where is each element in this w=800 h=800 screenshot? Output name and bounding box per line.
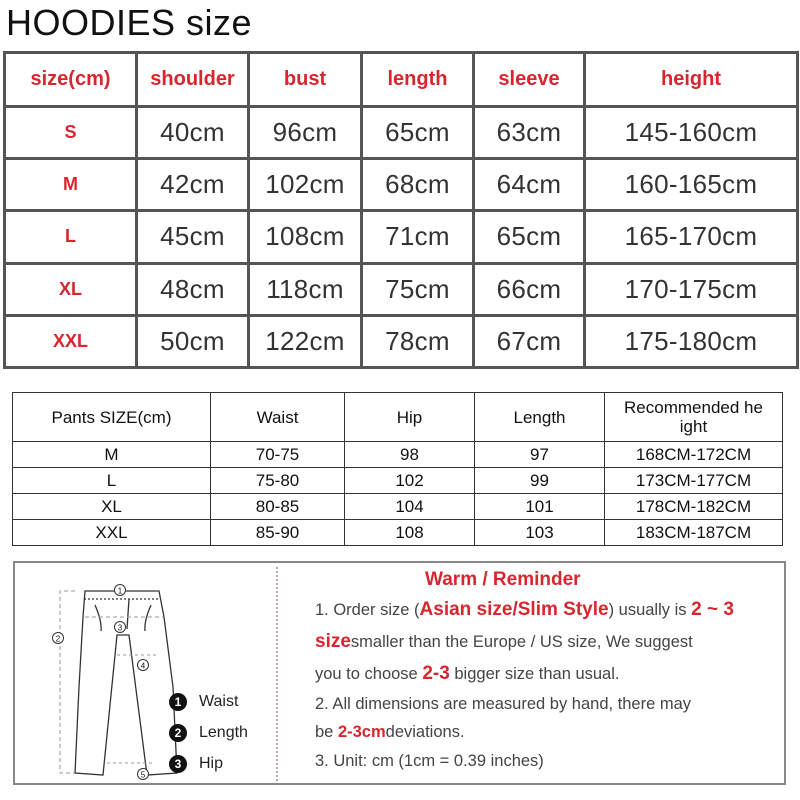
legend-number: 1: [169, 693, 187, 711]
svg-text:3: 3: [117, 623, 123, 633]
height-cell: 160-165cm: [585, 159, 798, 211]
size-cell: XXL: [5, 315, 137, 367]
table-row: [13, 494, 783, 520]
reminder-item-1-line-2: [315, 631, 693, 653]
sleeve-cell: 66cm: [474, 263, 585, 315]
sleeve-cell: 63cm: [474, 107, 585, 159]
marker-1: [115, 585, 126, 596]
legend-label: Hip: [199, 755, 224, 772]
size-cell: M: [13, 442, 211, 468]
hoodie-header-row: [5, 53, 798, 107]
size-cell: S: [5, 107, 137, 159]
svg-text:4: 4: [140, 661, 146, 671]
marker-5: [138, 769, 149, 780]
height-cell: 165-170cm: [585, 211, 798, 263]
length-cell: 78cm: [362, 315, 474, 367]
reminder-title: Warm / Reminder: [425, 569, 581, 590]
waist-cell: 85-90: [211, 520, 345, 546]
reminder-text: ) usually is: [608, 601, 692, 619]
column-header-recommended-height: [605, 393, 783, 442]
height-cell: 145-160cm: [585, 107, 798, 159]
reminder-item-1-line-1: [315, 599, 734, 621]
height-cell: 173CM-177CM: [605, 468, 783, 494]
column-header: Waist: [211, 393, 345, 442]
sleeve-cell: 65cm: [474, 211, 585, 263]
column-header: size(cm): [5, 53, 137, 107]
table-row: [13, 468, 783, 494]
marker-2: [53, 633, 64, 644]
size-cell: M: [5, 159, 137, 211]
bust-cell: 118cm: [249, 263, 362, 315]
legend-number: 3: [169, 755, 187, 773]
column-header: bust: [249, 53, 362, 107]
reminder-highlight: 2-3: [422, 663, 450, 684]
waist-cell: 80-85: [211, 494, 345, 520]
table-row: [5, 263, 798, 315]
legend-hip: [169, 755, 223, 773]
length-cell: 68cm: [362, 159, 474, 211]
column-header: Hip: [345, 393, 475, 442]
size-cell: XXL: [13, 520, 211, 546]
hoodie-size-table: [3, 51, 799, 369]
height-cell: 183CM-187CM: [605, 520, 783, 546]
reminder-item-2-line-2: [315, 723, 465, 742]
reminder-highlight: 2 ~ 3: [691, 599, 734, 620]
shoulder-cell: 42cm: [137, 159, 249, 211]
reminder-text: you to choose: [315, 665, 423, 683]
column-header: sleeve: [474, 53, 585, 107]
waist-cell: 75-80: [211, 468, 345, 494]
hip-cell: 108: [345, 520, 475, 546]
marker-3: [115, 622, 126, 633]
column-header: length: [362, 53, 474, 107]
header-line: Recommended he: [624, 398, 763, 417]
size-cell: L: [5, 211, 137, 263]
reminder-item-3: 3. Unit: cm (1cm = 0.39 inches): [315, 752, 544, 770]
shoulder-cell: 45cm: [137, 211, 249, 263]
reminder-item-2-line-1: 2. All dimensions are measured by hand, there may: [315, 695, 692, 713]
column-header: shoulder: [137, 53, 249, 107]
waist-cell: 70-75: [211, 442, 345, 468]
hip-cell: 104: [345, 494, 475, 520]
bust-cell: 122cm: [249, 315, 362, 367]
length-cell: 97: [475, 442, 605, 468]
length-cell: 103: [475, 520, 605, 546]
marker-4: [138, 660, 149, 671]
hip-cell: 102: [345, 468, 475, 494]
svg-text:2: 2: [55, 634, 61, 644]
reminder-highlight: Asian size/Slim Style: [419, 599, 609, 620]
svg-text:1: 1: [117, 586, 123, 596]
column-header: Pants SIZE(cm): [13, 393, 211, 442]
reminder-text: be: [315, 723, 338, 741]
reminder-item-1-line-3: [315, 663, 620, 685]
legend-label: Length: [199, 724, 248, 741]
legend-waist: [169, 693, 238, 711]
diagram-markers: [53, 585, 149, 780]
reminder-highlight: size: [315, 631, 351, 652]
pants-diagram: [17, 569, 272, 784]
header-line: ight: [679, 417, 708, 436]
height-cell: 175-180cm: [585, 315, 798, 367]
length-cell: 75cm: [362, 263, 474, 315]
reminder-divider: [276, 567, 278, 781]
sleeve-cell: 67cm: [474, 315, 585, 367]
shoulder-cell: 40cm: [137, 107, 249, 159]
legend-number: 2: [169, 724, 187, 742]
measurement-lines: [60, 591, 163, 773]
page-title: HOODIES size: [6, 2, 253, 43]
svg-text:5: 5: [140, 770, 146, 780]
table-row: [5, 315, 798, 367]
pants-outline: [75, 591, 177, 775]
reminder-text: bigger size than usual.: [449, 665, 620, 683]
shoulder-cell: 48cm: [137, 263, 249, 315]
table-row: [5, 211, 798, 263]
length-cell: 65cm: [362, 107, 474, 159]
reminder-box: [13, 561, 786, 785]
sleeve-cell: 64cm: [474, 159, 585, 211]
table-row: [5, 107, 798, 159]
size-cell: XL: [13, 494, 211, 520]
table-row: [13, 520, 783, 546]
reminder-text: deviations.: [385, 723, 465, 741]
reminder-highlight: 2-3cm: [337, 723, 386, 741]
size-cell: XL: [5, 263, 137, 315]
bust-cell: 96cm: [249, 107, 362, 159]
legend-length: [169, 724, 248, 742]
height-cell: 178CM-182CM: [605, 494, 783, 520]
length-cell: 101: [475, 494, 605, 520]
reminder-text: 1. Order size (: [315, 601, 420, 619]
bust-cell: 108cm: [249, 211, 362, 263]
column-header: Length: [475, 393, 605, 442]
reminder-text: smaller than the Europe / US size, We suggest: [350, 633, 693, 651]
length-cell: 99: [475, 468, 605, 494]
table-row: [5, 159, 798, 211]
column-header: height: [585, 53, 798, 107]
pants-header-row: [13, 393, 783, 442]
height-cell: 170-175cm: [585, 263, 798, 315]
bust-cell: 102cm: [249, 159, 362, 211]
shoulder-cell: 50cm: [137, 315, 249, 367]
hip-cell: 98: [345, 442, 475, 468]
pants-size-table: [12, 392, 783, 546]
table-row: [13, 442, 783, 468]
height-cell: 168CM-172CM: [605, 442, 783, 468]
size-cell: L: [13, 468, 211, 494]
legend-label: Waist: [199, 693, 239, 710]
length-cell: 71cm: [362, 211, 474, 263]
